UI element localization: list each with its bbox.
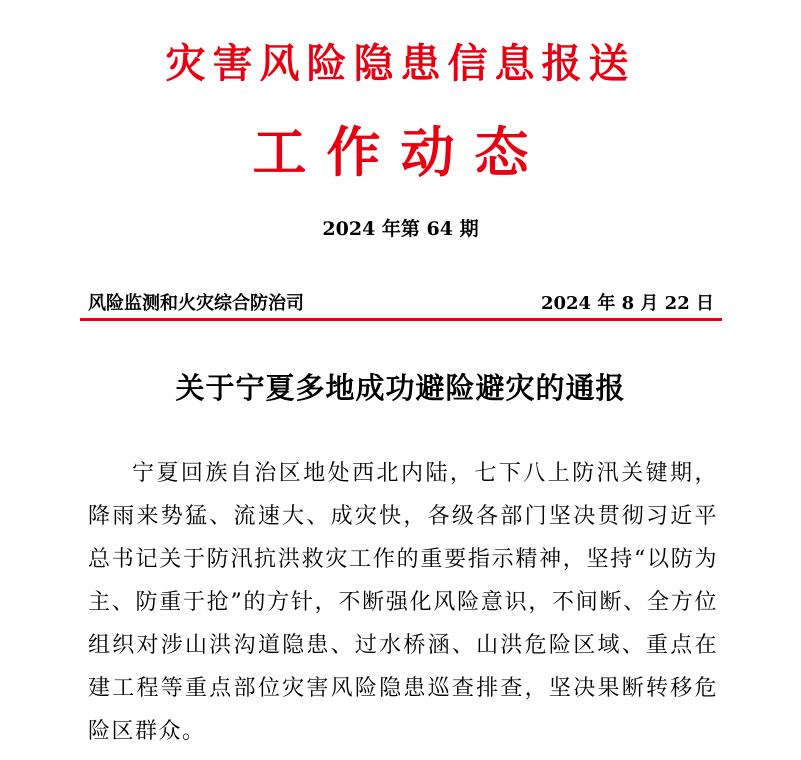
issue-number: 2024 年第 64 期 bbox=[322, 218, 479, 240]
issuer-date-row bbox=[88, 290, 714, 318]
issuer-name: 风险监测和火灾综合防治司 bbox=[88, 293, 304, 314]
article-paragraph: 宁夏回族自治区地处西北内陆，七下八上防汛关键期，降雨来势猛、流速大、成灾快，各级各部门坚决贯彻习近平总书记关于防汛抗洪救灾工作的重要指示精神，坚持“以防为主、防重于抢”的方针，不断强化风险意识，不间断、全方位组织对涉山洪沟道隐患、过水桥涵、山洪危险区域、重点在建工程等重点部位灾害风险隐患巡查排查，坚决果断转移危险区群众。 bbox=[88, 461, 718, 744]
masthead-subtitle: 工作动态 bbox=[252, 120, 549, 184]
issue-date: 2024 年 8 月 22 日 bbox=[540, 293, 714, 314]
article-title: 关于宁夏多地成功避险避灾的通报 bbox=[175, 371, 626, 405]
red-divider bbox=[80, 318, 722, 321]
masthead-title: 灾害风险隐患信息报送 bbox=[165, 40, 636, 87]
